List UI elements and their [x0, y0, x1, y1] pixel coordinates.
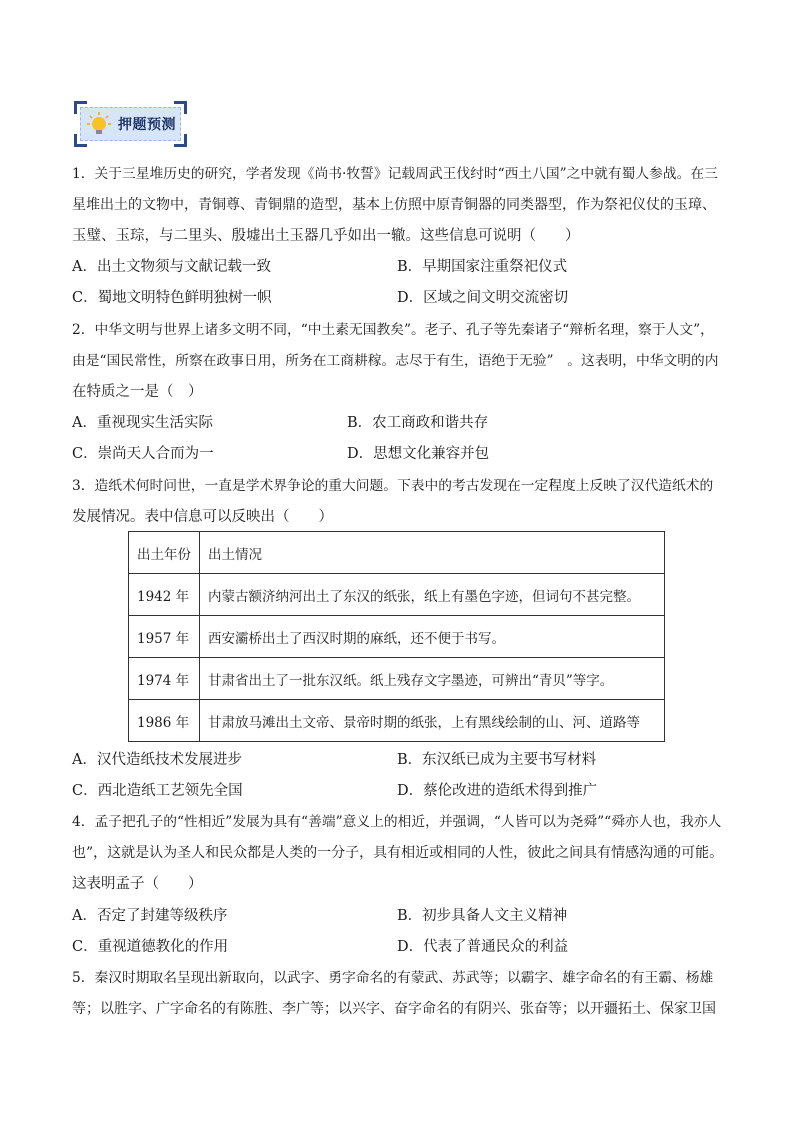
q2-line-2: 由是“国民常性，所察在政事日用，所务在工商耕稼。志尽于有生，语绝于无验” 。这表明，中华文明的内 [72, 353, 719, 369]
q1-line-1: 1．关于三星堆历史的研究，学者发现《尚书·牧誓》记载周武王伐纣时“西土八国”之中就有蜀人参战。在三 [72, 166, 718, 182]
q1-option-a[interactable]: A．出土文物须与文献记载一致 [72, 259, 271, 275]
table-row [129, 658, 665, 700]
table-cell-year: 1942 年 [129, 574, 200, 616]
q2-line-1: 2．中华文明与世界上诸多文明不同，“中土素无国教矣”。老子、孔子等先秦诸子“辩析名理，察于人文”， [72, 322, 714, 338]
q3-line-2: 发展情况。表中信息可以反映出（ ） [72, 509, 333, 525]
q1-line-3: 玉璧、玉琮，与二里头、殷墟出土玉器几乎如出一辙。这些信息可说明（ ） [72, 228, 580, 244]
q3-option-b[interactable]: B．东汉纸已成为主要书写材料 [397, 752, 597, 768]
q3-option-c[interactable]: C．西北造纸工艺领先全国 [72, 783, 243, 799]
table-cell-year: 1957 年 [129, 616, 200, 658]
q3-option-a[interactable]: A．汉代造纸技术发展进步 [72, 752, 242, 768]
q1-option-d[interactable]: D．区域之间文明交流密切 [397, 290, 569, 306]
q3-option-d[interactable]: D．蔡伦改进的造纸术得到推广 [397, 783, 598, 799]
table-row [129, 574, 665, 616]
table-cell-situation: 内蒙古额济纳河出土了东汉的纸张，纸上有墨色字迹，但词句不甚完整。 [200, 574, 665, 616]
q4-option-d[interactable]: D．代表了普通民众的利益 [397, 939, 569, 955]
q2-option-a[interactable]: A．重视现实生活实际 [72, 415, 213, 431]
q3-line-1: 3．造纸术何时问世，一直是学术界争论的重大问题。下表中的考古发现在一定程度上反映了汉代造纸术的 [72, 478, 714, 494]
table-cell-situation: 甘肃放马滩出土文帝、景帝时期的纸张，上有黑线绘制的山、河、道路等 [200, 700, 665, 742]
table-cell-situation: 甘肃省出土了一批东汉纸。纸上残存文字墨迹，可辨出“青贝”等字。 [200, 658, 665, 700]
q2-option-b[interactable]: B．农工商政和谐共存 [347, 415, 489, 431]
q2-option-d[interactable]: D．思想文化兼容并包 [347, 446, 490, 462]
q4-line-1: 4．孟子把孔子的“性相近”发展为具有“善端”意义上的相近，并强调，“人皆可以为尧舜”“舜亦人也，我亦人 [72, 814, 722, 830]
table-cell-year: 1974 年 [129, 658, 200, 700]
q2-option-c[interactable]: C．崇尚天人合而为一 [72, 446, 214, 462]
q4-line-2: 也”，这就是认为圣人和民众都是人类的一分子，具有相近或相同的人性，彼此之间具有情感沟通的可能。 [72, 845, 724, 861]
table-header-situation: 出土情况 [200, 532, 665, 574]
q1-option-b[interactable]: B．早期国家注重祭祀仪式 [397, 259, 568, 275]
section-badge [74, 101, 187, 147]
q1-line-2: 星堆出土的文物中，青铜尊、青铜鼎的造型，基本上仿照中原青铜器的同类器型，作为祭祀仪仗的玉璋、 [72, 197, 716, 213]
table-header-year: 出土年份 [129, 532, 200, 574]
q5-line-2: 等；以胜字、广字命名的有陈胜、李广等；以兴字、奋字命名的有阴兴、张奋等；以开疆拓土、保家卫国 [72, 1001, 716, 1017]
archaeology-table [128, 531, 665, 742]
q2-line-3: 在特质之一是（ ） [72, 384, 203, 400]
q4-option-a[interactable]: A．否定了封建等级秩序 [72, 908, 228, 924]
q5-line-1: 5．秦汉时期取名呈现出新取向，以武字、勇字命名的有蒙武、苏武等；以霸字、雄字命名的有王霸、杨雄 [72, 970, 714, 986]
table-row [129, 616, 665, 658]
q4-option-b[interactable]: B．初步具备人文主义精神 [397, 908, 568, 924]
lightbulb-icon [86, 111, 112, 137]
table-cell-situation: 西安灞桥出土了西汉时期的麻纸，还不便于书写。 [200, 616, 665, 658]
q1-option-c[interactable]: C．蜀地文明特色鲜明独树一帜 [72, 290, 272, 306]
q4-line-3: 这表明孟子（ ） [72, 876, 203, 892]
table-row [129, 700, 665, 742]
table-header-row [129, 532, 665, 574]
badge-label: 押题预测 [118, 117, 176, 133]
table-cell-year: 1986 年 [129, 700, 200, 742]
q4-option-c[interactable]: C．重视道德教化的作用 [72, 939, 229, 955]
